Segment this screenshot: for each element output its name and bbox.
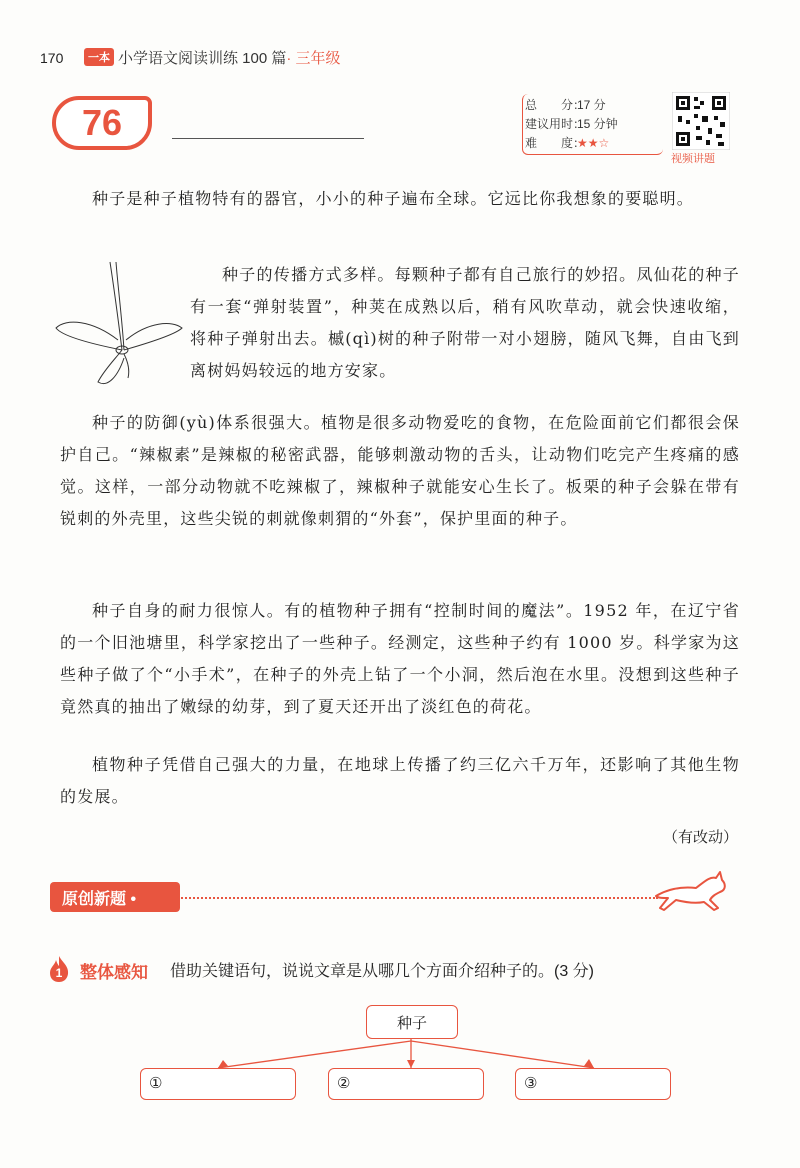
brand-logo: 一本 xyxy=(84,48,114,66)
article-paragraph-3: 种子的防御(yù)体系很强大。植物是很多动物爱吃的食物，在危险面前它们都很会保护自己。“辣椒素”是辣椒的秘密武器，能够刺激动物的舌头，让动物们吃完产生疼痛的感觉。这样，一部分动物就不吃辣椒了，辣椒种子就能安心生长了。板栗的种子会躲在带有锐刺的外壳里，这些尖锐的刺就像刺猬的“外套”，保护里面的种子。 xyxy=(60,413,740,528)
article-paragraph-4: 种子自身的耐力很惊人。有的植物种子拥有“控制时间的魔法”。1952 年，在辽宁省的一个旧池塘里，科学家挖出了一些种子。经测定，这些种子约有 1000 岁。科学家为这些种子做了个“小手术”，在种子的外壳上钻了一个小洞，然后泡在水里。没想到这些种子竟然真的抽出了嫩绿的幼芽，到了夏天还开出了淡红色的荷花。 xyxy=(60,601,740,716)
difficulty-stars: ★★☆ xyxy=(577,136,610,150)
article-paragraph-1: 种子是种子植物特有的器官，小小的种子遍布全球。它远比你我想象的要聪明。 xyxy=(92,189,695,208)
article-paragraph-2: 种子的传播方式多样。每颗种子都有自己旅行的妙招。凤仙花的种子有一套“弹射装置”，种荚在成熟以后，稍有风吹草动，就会快速收缩，将种子弹射出去。槭(qì)树的种子附带一对小翅膀，随风飞舞，自由飞到离树妈妈较远的地方安家。 xyxy=(190,265,740,380)
article-paragraph-5: 植物种子凭借自己强大的力量，在地球上传播了约三亿六千万年，还影响了其他生物的发展。 xyxy=(60,755,740,806)
answer-box-3[interactable]: ③ xyxy=(515,1068,671,1100)
question-text: 借助关键语句，说说文章是从哪几个方面介绍种子的。(3 分) xyxy=(170,963,595,980)
time-label: 建议用时： xyxy=(525,117,586,131)
qr-video-label[interactable]: 视频讲题 xyxy=(671,153,715,165)
tree-root-box: 种子 xyxy=(366,1005,458,1039)
score-label: 总 分： xyxy=(525,98,586,112)
answer-box-2[interactable]: ② xyxy=(328,1068,484,1100)
score-value: 17 分 xyxy=(577,98,606,112)
section-title: 原创新题 • xyxy=(50,882,180,912)
page-number: 170 xyxy=(40,50,64,66)
book-title-text: 小学语文阅读训练 100 篇 xyxy=(118,50,287,67)
question-tag: 整体感知 xyxy=(80,963,148,982)
difficulty-label: 难 度： xyxy=(525,136,586,150)
adapted-note: （有改动） xyxy=(662,828,738,846)
answer-box-1[interactable]: ① xyxy=(140,1068,296,1100)
question-number: 1 xyxy=(55,966,63,980)
time-value: 15 分钟 xyxy=(577,117,618,131)
grade-label: · 三年级 xyxy=(286,50,341,67)
lesson-number: 76 xyxy=(81,102,123,143)
